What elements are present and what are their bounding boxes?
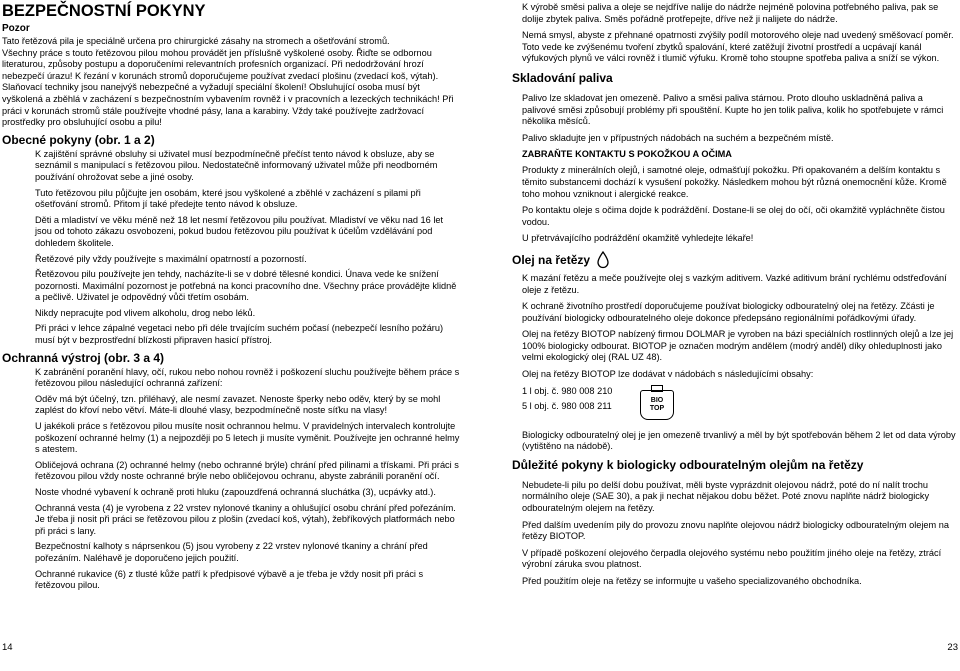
paragraph: Před dalším uvedením pily do provozu znovu naplňte olejovou nádrž biologicky odbouratelným olejem na řetězy BIOTOP. (522, 519, 949, 542)
paragraph: Biologicky odbouratelný olej je jen omezeně trvanlivý a měl by být spotřebován během 2 let od data výroby (vytištěno na nádobě). (522, 429, 956, 452)
paragraph: K ochraně životního prostředí doporučujeme používat biologicky odbouratelný olej na řetězy. Zčásti je používání biologicky odbouratelného oleje dokonce předepsáno regionálními pořádkovými úřady. (522, 301, 935, 323)
protection-heading: Ochranná výstroj (obr. 3 a 4) (2, 350, 165, 365)
paragraph: Nebudete-li pilu po delší dobu používat, měli byste vyprázdnit olejovou nádrž, poté do ní nalít trochu normálního oleje (SAE 30), a pak ji nechat nějakou dobu běžet. Poté znovu naplňte nádrž biologicky odbouratelným olejem na řetězy. (522, 479, 930, 514)
page-number-right: 23 (947, 642, 958, 653)
paragraph: V případě poškození olejového čerpadla olejového systému nebo použitím jiného oleje na řetězy, ztrácí výrobní záruka svou platnost. (522, 547, 942, 570)
chain-oil-heading-row (512, 251, 958, 269)
paragraph: K mazání řetězu a meče používejte olej s vazkým aditivem. Vazké aditivum brání rychlému odstřeďování oleje z řetězu. (522, 272, 947, 295)
left-column (2, 2, 462, 596)
intro-paragraph: Tato řetězová pila je speciálně určena pro chirurgické zásahy na stromech a ošetřování stromů. (2, 36, 390, 46)
paragraph: U přetrvávajícího podráždění okamžitě vyhledejte lékaře! (522, 233, 754, 244)
list-item: Řetězovou pilu používejte jen tehdy, nacházíte-li se v dobré tělesné kondici. Únava vede ke snížení pozornosti. Maximální pozornost je potřebná na konci pracovního dne. Všechny práce provádějte klidně a pečlivě. Uživatel je odpovědný vůči třetím osobám. (35, 269, 457, 303)
paragraph: Před použitím oleje na řetězy se informujte u vašeho specializovaného obchodníka. (522, 576, 862, 586)
paragraph: Palivo skladujte jen v přípustných nádobách na suchém a bezpečném místě. (522, 132, 834, 143)
list-item: Ochranné rukavice (6) z tlusté kůže patří k předpisové výbavě a je třeba je vždy nosit při práci s řetězovou pilou. (35, 568, 424, 591)
storage-heading: Skladování paliva (512, 70, 613, 85)
list-item: K zabránění poranění hlavy, očí, rukou nebo nohou rovněž i poškození sluchu používejte během práce s řetězovou pilou následující ochranná zařízení: (35, 366, 460, 389)
page-number-left: 14 (2, 642, 13, 653)
paragraph: Produkty z minerálních olejů, i samotné oleje, odmašťují pokožku. Při opakovaném a delším kontaktu s těmito substancemi dochází k vysušení pokožky. Následkem mohou být různá onemocnění kůže. Kromě toho mohou vzniknout i alergické reakce. (522, 165, 947, 199)
paragraph: Nemá smysl, abyste z přehnané opatrnosti zvýšily podíl motorového oleje nad uvedený směšovací poměr. Toto vede ke zvýšenému tvoření zbytků spalování, které zatěžují životní prostředí a ucpávají kanál výfukových plynů ve válci rovněž i tlumič výfuku. Kromě toho stoupne spotřeba paliva a sníží se výkon. (522, 30, 954, 64)
list-item: Ochranná vesta (4) je vyrobena z 22 vrstev nylonové tkaniny a ohlušující osobu chrání před pořezáním. Je třeba ji nosit při práci se řetězovou pilou z plošin (zvedací koš, výtah), žebříkových platformách nebo při práci s lany. (35, 502, 456, 536)
list-item: Při práci v lehce zápalné vegetaci nebo při déle trvajícím suchém počasí (nebezpečí lesního požáru) musí být v bezprostřední blízkosti připraven hasicí přístroj. (35, 323, 444, 346)
order-number: 5 l obj. č. 980 008 211 (522, 401, 612, 412)
list-item: Noste vhodné vybavení k ochraně proti hluku (zapouzdřená ochranná sluchátka (3), ucpávky atd.). (35, 487, 436, 497)
paragraph: Olej na řetězy BIOTOP nabízený firmou DOLMAR je vyroben na bázi speciálních rostlinných olejů a lze jej 100% biologicky odbourat. BIOTOP je označen modrým andělem (modrý anděl) díky ohleduplnosti jako velmi ekologický olej (RAL UZ 48). (522, 329, 954, 363)
right-column (512, 2, 958, 593)
paragraph: Olej na řetězy BIOTOP lze dodávat v nádobách s následujícími obsahy: (522, 369, 814, 380)
list-item: Oděv má být účelný, tzn. přiléhavý, ale nesmí zavazet. Nenoste šperky nebo oděv, který by se mohl zaplést do křoví nebo větví. Máte-li dlouhé vlasy, bezpodmínečně noste síťku na vlasy! (35, 393, 441, 416)
list-item: Bezpečnostní kalhoty s náprsenkou (5) jsou vyrobeny z 22 vrstev nylonové tkaniny a chrání před pořezáním. Naléhavě je doporučeno jejich použití. (35, 541, 428, 563)
warning-label: Pozor (2, 23, 30, 34)
chain-oil-heading: Olej na řetězy (512, 252, 591, 267)
paragraph: Palivo lze skladovat jen omezeně. Palivo a směsi paliva stárnou. Proto dlouho uskladněná paliva a palivové směsi způsobují problémy při spouštění. Kupte ho jen tolik paliva, kolik ho spotřebujete v rámci několika měsíců. (522, 92, 944, 127)
order-number: 1 l obj. č. 980 008 210 (522, 385, 613, 396)
list-item: Řetězové pily vždy používejte s maximální opatrností a pozorností. (35, 253, 307, 264)
paragraph: K výrobě směsi paliva a oleje se nejdříve nalije do nádrže nejméně polovina potřebného paliva, pak se dolije zbytek paliva. Směs pořádně protřepejte, dříve než ji nalijete do nádrže. (522, 2, 939, 24)
list-item: Děti a mladiství ve věku méně než 18 let nesmí řetězovou pilu používat. Mladiství ve věku nad 16 let jsou od tohoto zákazu osvobozeni, pokud budou řetězovou pilu používat k účelům vzdělávání pod dohledem školitele. (35, 214, 444, 248)
skin-warning: ZABRAŇTE KONTAKTU S POKOŽKOU A OČIMA (522, 149, 732, 160)
paragraph: Po kontaktu oleje s očima dojde k podráždění. Dostane-li se olej do očí, oči okamžitě vypláchněte čistou vodou. (522, 205, 945, 227)
list-item: Obličejová ochrana (2) ochranné helmy (nebo ochranné brýle) chrání před pilinami a třískami. Při práci s řetězovou pilou vždy noste ochranné brýle nebo obličejovou ochranu, abyste zabránili poranění očí. (35, 459, 459, 482)
page-title: BEZPEČNOSTNÍ POKYNY (2, 2, 206, 20)
oil-drop-icon (596, 251, 610, 269)
biotop-order-block (512, 386, 958, 430)
biotop-canister-icon: BIO TOP (640, 390, 674, 420)
intro-paragraph: Všechny práce s touto řetězovou pilou mohou provádět jen příslušně vyškolené osoby. Řiďte se odbornou literaturou, způsoby postupu a doporučeními relevantních profesních organizací. Při nedodržování hrozí nebezpečí úrazu! K řezání v korunách stromů doporučujeme používat zvedací plošinu (zvedací koš, výtah). Slaňovací techniky jsou nanejvýš nebezpečné a vyžadují speciální školení! Obsluhující osoba musí být vyškolená a zběhlá v zacházení s bezpečnostním vybavením rovněž i v pracovních a lezeckých technikách! Při práci v korunách stromů stále používejte vhodné pásy, lana a karabiny. Vždy také používejte zadržovací prostředky pro obsluhující osobu a pilu! (2, 47, 454, 128)
list-item: U jakékoli práce s řetězovou pilou musíte nosit ochrannou helmu. V pravidelných intervalech kontrolujte poškození ochranné helmy (1) a nejpozději po 5 letech ji musíte vyměnit. Používejte jen ochranné helmy s atestem. (35, 421, 460, 455)
important-heading: Důležité pokyny k biologicky odbouratelným olejům na řetězy (512, 457, 864, 472)
general-heading: Obecné pokyny (obr. 1 a 2) (2, 132, 155, 147)
list-item: Tuto řetězovou pilu půjčujte jen osobám, které jsou vyškolené a zběhlé v zacházení s pilami při ošetřování stromů. Přitom jí také předejte tento návod k obsluze. (35, 187, 421, 210)
list-item: Nikdy nepracujte pod vlivem alkoholu, drog nebo léků. (35, 307, 256, 318)
list-item: K zajištění správné obsluhy si uživatel musí bezpodmínečně přečíst tento návod k obsluze, aby se seznámil s manipulací s řetězovou pilou. Nedostatečně informovaný uživatel může při neodborném používání ohrožovat sebe a jiné osoby. (35, 148, 438, 182)
